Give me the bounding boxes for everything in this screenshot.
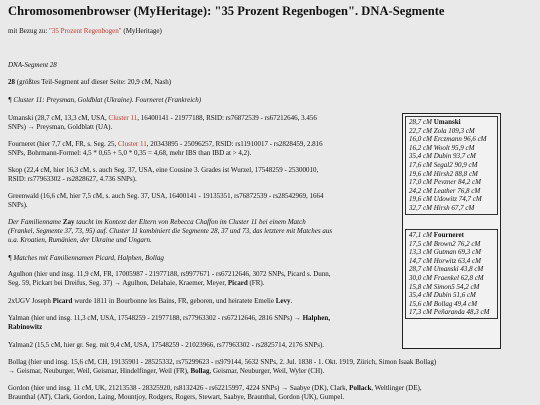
yalman-halphen: Halphen, bbox=[302, 314, 331, 322]
match-row: 14,7 cM Horwitz 63,4 cM bbox=[409, 256, 481, 265]
match-row: 30,0 cM Fraenkel 62,8 cM bbox=[409, 273, 484, 282]
segment-summary-text: (größtes Teil-Segment auf dieser Seite: 20,9 cM, Nash) bbox=[15, 78, 172, 86]
picard-text-a: 2xUGV Joseph bbox=[8, 297, 53, 305]
agulhon-paragraph bbox=[8, 270, 331, 288]
agulhon-picard: Picard bbox=[227, 278, 248, 287]
match-row: 13,3 cM Gutman 69,3 cM bbox=[409, 248, 481, 257]
fourneret-box-name: Fourneret bbox=[433, 231, 464, 239]
picard-paragraph bbox=[8, 297, 292, 306]
umanski-matches-box bbox=[405, 116, 498, 215]
match-row: 28,7 cM Umanski 43,8 cM bbox=[409, 265, 484, 274]
match-row: 17,3 cM Peñaranda 48,3 cM bbox=[409, 308, 490, 317]
fourneret-box-value: 47,1 cM bbox=[409, 231, 432, 239]
fourneret-box-header bbox=[409, 231, 494, 240]
yalman-paragraph bbox=[8, 314, 330, 332]
umanski-paragraph bbox=[8, 114, 317, 132]
reference-line bbox=[8, 27, 162, 36]
cluster-11-link[interactable]: Cluster 11 bbox=[108, 114, 138, 122]
match-row: 17,6 cM Segal2 90,9 cM bbox=[409, 160, 478, 169]
umanski-box-name: Umanski bbox=[433, 118, 461, 126]
matches-heading: ¶ Matches mit Familiennamen Picard, Halphen, Bollag bbox=[8, 254, 164, 262]
zay-text-a: Der Familienname bbox=[8, 218, 63, 226]
cluster-11-link-2[interactable]: Cluster 11 bbox=[118, 140, 147, 148]
ref-link[interactable]: "35 Prozent Regenbogen" bbox=[49, 27, 122, 35]
segment-summary bbox=[8, 78, 171, 87]
match-row: 35,4 cM Dubin 51,6 cM bbox=[409, 291, 476, 300]
yalman2-paragraph: Yalman2 (15,5 cM, hier gr. Seg. mit 9,4 cM, USA, 17548259 - 21023966, rs77963302 - rs2825714, 2176 SNPs). bbox=[8, 341, 325, 349]
gordon-pollack: Pollack bbox=[349, 384, 372, 392]
agulhon-text-a: Agulhon (hier und insg. 11,9 cM, FR, 17005987 - 21977188, rs9977671 - rs67212646, 3072 SNPs, Picard s. Dunn, bbox=[8, 270, 331, 278]
gordon-paragraph bbox=[8, 384, 422, 402]
fourneret-text-a: Fourneret (hier 7,7 cM, FR, s. Seg. 25, bbox=[8, 140, 119, 148]
match-row: 17,5 cM Brown2 76,2 cM bbox=[409, 239, 481, 248]
bollag-paragraph bbox=[8, 358, 436, 376]
match-row: 19,6 cM Hirsh2 88,8 cM bbox=[409, 169, 478, 178]
fourneret-text-b: , 20343895 - 25096257, RSID: rs11910017 - rs2828459, 2.816 bbox=[146, 140, 323, 148]
zay-text-b: taucht im Kontext der Eltern von Rebecca Chaffon im Cluster 11 bei einem Match bbox=[74, 218, 306, 226]
umanski-box-value: 28,7 cM bbox=[409, 118, 432, 126]
match-row: 22,7 cM Zola 109,3 cM bbox=[409, 126, 475, 135]
segment-label: DNA-Segment 28 bbox=[8, 61, 57, 69]
picard-name: Picard bbox=[52, 297, 73, 305]
match-row: 16,0 cM Erczmann 96,6 cM bbox=[409, 135, 487, 144]
gordon-text-c: , Weltlinger (DE), bbox=[371, 384, 422, 392]
bollag-text-b: → Geismar, Neuburger, Weil, Geismar, Hindelfinger, Weil (FR), bbox=[8, 366, 191, 375]
match-row: 15,8 cM Simon5 54,2 cM bbox=[409, 282, 480, 291]
agulhon-text-d: (FR). bbox=[247, 278, 265, 287]
match-row: 35,4 cM Dubin 93,7 cM bbox=[409, 152, 476, 161]
match-row: 16,2 cM Woolt 95,9 cM bbox=[409, 143, 475, 152]
zay-paragraph bbox=[8, 218, 332, 244]
yalman-rabinowitz: Rabinowitz bbox=[8, 322, 43, 331]
match-row: 15,6 cM Bollag 49,4 cM bbox=[409, 299, 478, 308]
gordon-text-a: Gordon (hier und insg. 11 cM, UK, 21213538 - 28325920, rs8132426 - rs62215997, 4224 SNPs) → Saabye (DK), Clark, bbox=[8, 384, 350, 392]
agulhon-text-b: Seg. 59, Pickart bei Dreifus, Seg. 37) → Agulhon, Delahaie, Kraemer, Meyer, bbox=[8, 278, 228, 287]
match-row: 17,0 cM Pevzner 84,2 cM bbox=[409, 178, 481, 187]
fourneret-paragraph bbox=[8, 140, 323, 158]
bollag-text-d: , Geismar, Neuburger, Weil, Wyler (CH). bbox=[209, 366, 325, 375]
skop-text-a: Skop (22,4 cM, hier 16,3 cM, s. auch Seg. 37, USA, eine Cousine 3. Grades ist Wurzel, 17548259 - 25300010, bbox=[8, 166, 319, 174]
greenwald-text-a: Greenwald (16,6 cM, hier 7,5 cM, s. auch Seg. 37, USA, 16400141 - 19135351, rs76872539 - rs28542969, 1664 bbox=[8, 192, 324, 200]
zay-name: Zay bbox=[62, 218, 75, 226]
ref-suffix: (MyHeritage) bbox=[121, 27, 162, 35]
yalman-text-a: Yalman (hier und insg. 11,3 cM, USA, 17548259 - 21977188, rs77963302 - rs67212646, 2816 SNPs) → bbox=[8, 314, 303, 322]
match-sidebar bbox=[402, 113, 501, 349]
picard-text-c: wurde 1811 in Bourbonne les Bains, FR, geboren, und heiratete Emelie bbox=[72, 297, 276, 305]
bollag-text-a: Bollag (hier und insg. 15,6 cM, CH, 19135901 - 28525332, rs75299623 - rs979144, 5632 SNPs, 2. Jul. 1838 - 1. Okt. 1919, Zürich, Simon Isaak Bollag) bbox=[8, 358, 437, 366]
match-row: 19,6 cM Udowitz 74,7 cM bbox=[409, 195, 482, 204]
fourneret-text-c: SNPs, Bohrmann-Formel: 4,5 * 0,65 + 5,0 * 0,35 = 4,68, mehr IBS than IBD at > 4,2). bbox=[8, 148, 252, 157]
segment-number: 28 bbox=[8, 78, 15, 86]
levy-name: Levy bbox=[275, 297, 291, 305]
picard-text-e: . bbox=[290, 297, 293, 305]
umanski-box-header bbox=[409, 118, 494, 127]
ref-prefix: mit Bezug zu: bbox=[8, 27, 50, 35]
zay-text-c: (Frankel, Segmente 37, 73, 95) auf. Cluster 11 kombiniert die Segmente 28, 37 und 73, das letztere mit Matches aus bbox=[8, 226, 333, 235]
greenwald-paragraph bbox=[8, 192, 324, 210]
gordon-text-d: Braunthal (AT), Clark, Gordon, Laing, Mountjoy, Rodgers, Rogers, Stewart, Saabye, Braunthal, Gordon (UK), Gumpel. bbox=[8, 392, 345, 401]
page-title: Chromosomenbrowser (MyHeritage): "35 Prozent Regenbogen". DNA-Segmente bbox=[8, 4, 445, 18]
umanski-text-c: SNPs) → Preysman, Goldblatt (UA). bbox=[8, 122, 113, 131]
skop-paragraph bbox=[8, 166, 318, 184]
greenwald-text-b: SNPs). bbox=[8, 200, 28, 209]
match-row: 24,2 cM Leather 76,8 cM bbox=[409, 186, 481, 195]
bollag-name: Bollag bbox=[190, 366, 210, 375]
skop-text-b: RSID: rs77963302 - rs2828627, 4.736 SNPs). bbox=[8, 174, 137, 183]
umanski-text-a: Umanski (28,7 cM, 13,3 cM, USA, bbox=[8, 114, 109, 122]
umanski-text-b: , 16400141 - 21977188, RSID: rs76872539 - rs67212646, 3.456 bbox=[137, 114, 317, 122]
cluster-11-heading: ¶ Cluster 11: Preysman, Goldblat (Ukraine). Fourneret (Frankreich) bbox=[8, 96, 202, 104]
fourneret-matches-box bbox=[405, 229, 498, 319]
zay-text-d: u.a. Kroatien, Rumänien, der Ukraine und Ungarn. bbox=[8, 235, 152, 244]
match-row: 32,7 cM Hirsh 67,7 cM bbox=[409, 203, 475, 212]
